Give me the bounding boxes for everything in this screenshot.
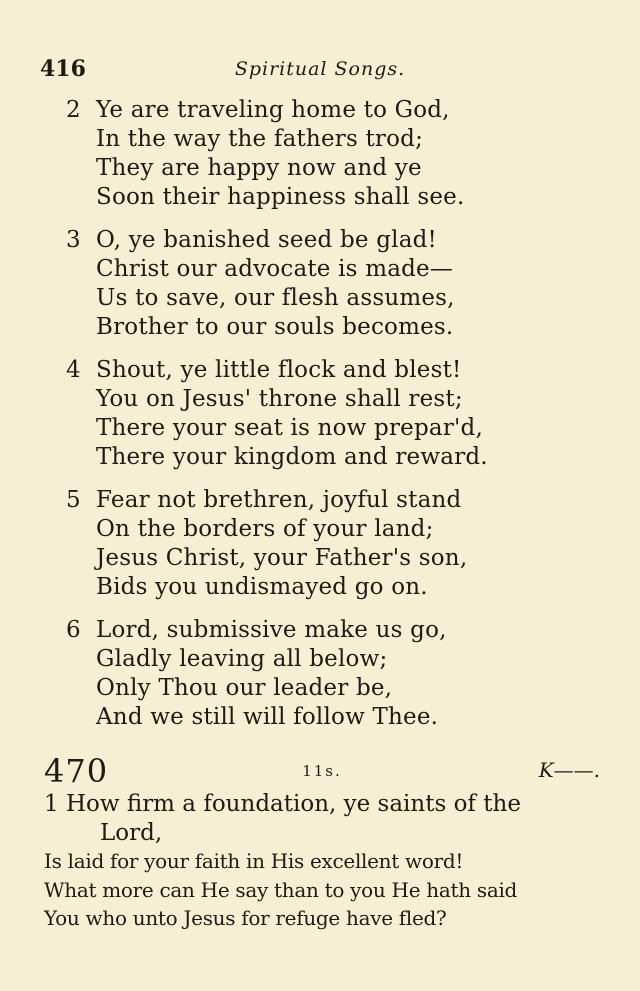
verse-line: Fear not brethren, joyful stand [96,487,462,513]
page-number: 416 [40,56,86,82]
hymn-470-stanza-1 [44,790,604,933]
hymn-heading [44,752,600,790]
hymn-number: 470 [44,752,109,790]
verse-line: In the way the fathers trod; [96,126,424,152]
verse-line: You on Jesus' throne shall rest; [96,386,463,412]
verse-line: On the borders of your land; [96,516,434,542]
verse-line: And we still will follow Thee. [96,704,439,730]
stanza-number: 5 [66,487,81,513]
verse-line: Soon their happiness shall see. [96,184,465,210]
stanza-number: 4 [66,357,81,383]
stanza-number: 3 [66,227,81,253]
verse-line: There your kingdom and reward. [96,444,488,470]
verse-line: They are happy now and ye [96,155,422,181]
stanza-lines [96,356,488,472]
page-header [40,56,600,86]
stanza-number: 6 [66,617,81,643]
verse-line: Is laid for your faith in His excellent word! [44,849,464,873]
stanza-lines [96,96,464,212]
verse-line: Shout, ye little flock and blest! [96,357,462,383]
verse-line: Us to save, our flesh assumes, [96,285,455,311]
verse-line: Christ our advocate is made— [96,256,454,282]
verse-line: Bids you undismayed go on. [96,574,428,600]
verse-line: Lord, [100,819,163,846]
verse-line: O, ye banished seed be glad! [96,227,437,253]
stanza-lines [96,486,467,602]
verse-line: Lord, submissive make us go, [96,617,447,643]
verse-line: Only Thou our leader be, [96,675,393,701]
verse-line: Jesus Christ, your Father's son, [96,545,468,571]
hymn-tune: K——. [538,758,600,782]
verse-line: Ye are traveling home to God, [96,97,450,123]
verse-line: Brother to our souls becomes. [96,314,454,340]
verse-line: Gladly leaving all below; [96,646,388,672]
hymn-meter: 11s. [302,762,342,780]
verse-line: There your seat is now prepar'd, [96,415,483,441]
stanza-number: 2 [66,97,81,123]
verse-line: You who unto Jesus for refuge have fled? [44,906,447,930]
stanza-lines [96,616,447,732]
stanza-lines [96,226,455,342]
verse-line: What more can He say than to you He hath said [44,877,518,902]
running-title: Spiritual Songs. [234,58,406,80]
verse-line: 1 How firm a foundation, ye saints of the [44,791,521,817]
